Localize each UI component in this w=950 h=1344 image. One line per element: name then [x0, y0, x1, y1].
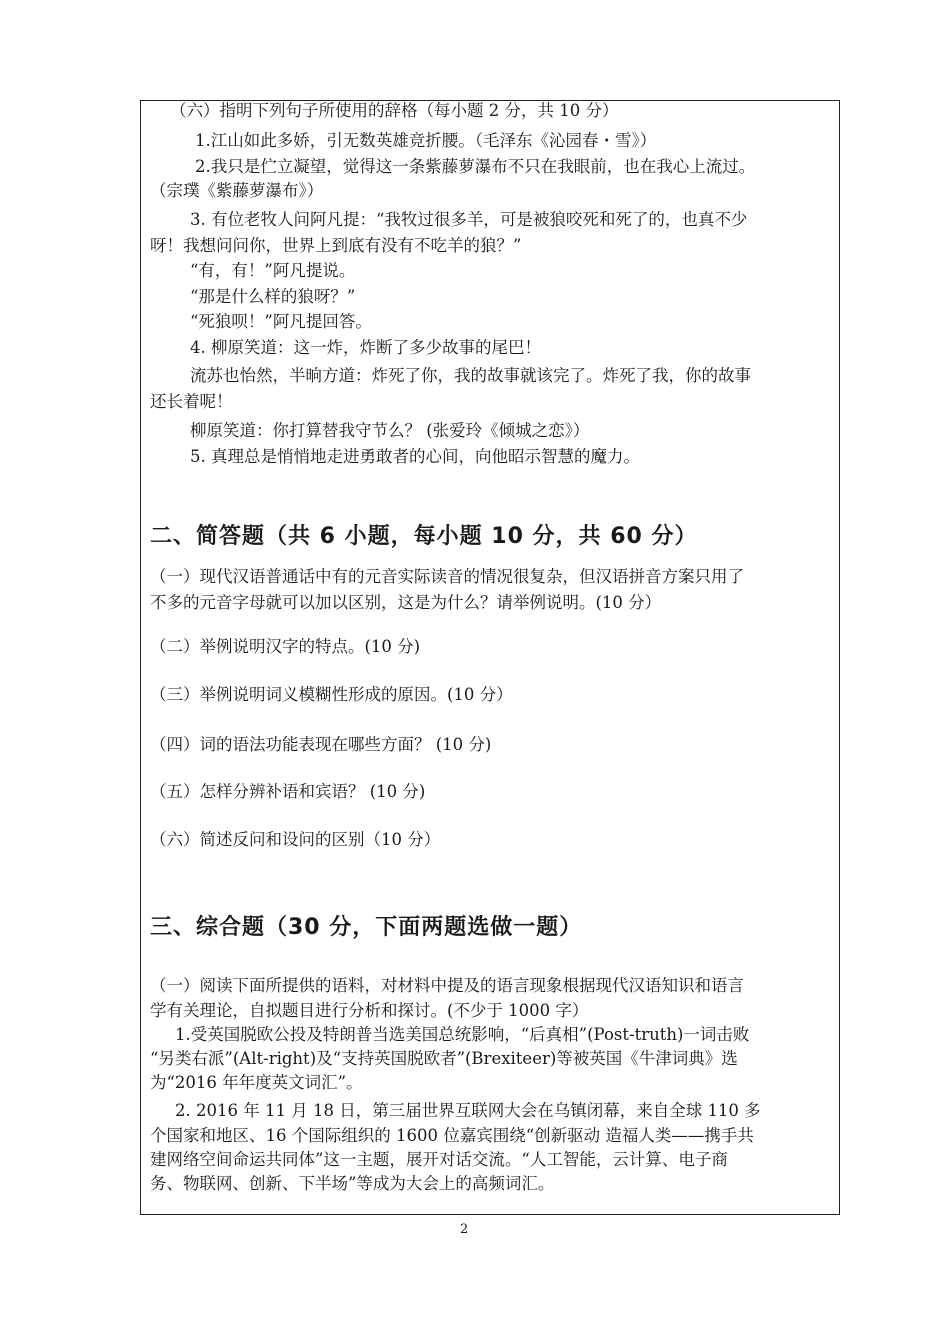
short-answer-q1-line1: （一）现代汉语普通话中有的元音实际读音的情况很复杂，但汉语拼音方案只用了: [150, 567, 744, 586]
rhetoric-item-2-source: （宗璞《紫藤萝瀑布》）: [150, 181, 324, 200]
rhetoric-item-3-dialog-2: “那是什么样的狼呀？”: [190, 287, 356, 306]
short-answer-q5: （五）怎样分辨补语和宾语？ (10 分): [150, 782, 426, 801]
short-answer-heading: 二、简答题（共 6 小题，每小题 10 分，共 60 分）: [150, 524, 698, 549]
rhetoric-item-5: 5. 真理总是悄悄地走进勇敢者的心间，向他昭示智慧的魔力。: [190, 447, 640, 466]
short-answer-q4: （四）词的语法功能表现在哪些方面？ (10 分): [150, 735, 492, 754]
comprehensive-intro-line2: 学有关理论，自拟题目进行分析和探讨。(不少于 1000 字）: [150, 1001, 589, 1020]
rhetoric-item-4-line-3: 还长着呢！: [150, 392, 233, 411]
rhetoric-item-3-cont: 呀！我想问问你，世界上到底有没有不吃羊的狼？”: [150, 236, 522, 255]
rhetoric-item-2: 2.我只是伫立凝望，觉得这一条紫藤萝瀑布不只在我眼前，也在我心上流过。: [195, 157, 756, 176]
comprehensive-material-2-line2: 个国家和地区、16 个国际组织的 1600 位嘉宾围绕“创新驱动 造福人类——携手共: [150, 1126, 754, 1145]
short-answer-q3: （三）举例说明词义模糊性形成的原因。(10 分）: [150, 685, 513, 704]
short-answer-q2: （二）举例说明汉字的特点。(10 分): [150, 637, 421, 656]
comprehensive-material-2-line1: 2. 2016 年 11 月 18 日，第三届世界互联网大会在乌镇闭幕，来自全球 110 多: [175, 1101, 761, 1120]
comprehensive-intro-line1: （一）阅读下面所提供的语料，对材料中提及的语言现象根据现代汉语知识和语言: [150, 976, 744, 995]
comprehensive-material-2-line3: 建网络空间命运共同体”这一主题，展开对话交流。“人工智能，云计算、电子商: [150, 1150, 728, 1169]
comprehensive-material-1-line2: “另类右派”(Alt-right)及“支持英国脱欧者”(Brexiteer)等被英国《牛津词典》选: [150, 1049, 738, 1068]
comprehensive-material-1-line3: 为“2016 年年度英文词汇”。: [150, 1073, 363, 1092]
rhetoric-item-4-line-2: 流苏也怡然，半晌方道：炸死了你，我的故事就该完了。炸死了我，你的故事: [190, 366, 751, 385]
rhetoric-item-3-dialog-1: “有，有！”阿凡提说。: [190, 261, 356, 280]
rhetoric-item-3: 3. 有位老牧人问阿凡提：“我牧过很多羊，可是被狼咬死和死了的，也真不少: [190, 210, 748, 229]
short-answer-q1-line2: 不多的元音字母就可以加以区别，这是为什么？请举例说明。(10 分）: [150, 593, 662, 612]
comprehensive-material-2-line4: 务、物联网、创新、下半场”等成为大会上的高频词汇。: [150, 1174, 555, 1193]
rhetoric-item-1: 1.江山如此多娇，引无数英雄竞折腰。（毛泽东《沁园春・雪》）: [195, 131, 657, 150]
page-number: 2: [460, 1222, 469, 1237]
comprehensive-heading: 三、综合题（30 分，下面两题选做一题）: [150, 915, 583, 940]
short-answer-q6: （六）简述反问和设问的区别（10 分）: [150, 830, 441, 849]
rhetoric-item-3-dialog-3: “死狼呗！”阿凡提回答。: [190, 312, 372, 331]
comprehensive-material-1-line1: 1.受英国脱欧公投及特朗普当选美国总统影响，“后真相”(Post-truth)一词击败: [175, 1025, 750, 1044]
rhetoric-title: （六）指明下列句子所使用的辞格（每小题 2 分，共 10 分）: [170, 101, 619, 120]
rhetoric-item-4: 4. 柳原笑道：这一炸，炸断了多少故事的尾巴！: [190, 338, 541, 357]
rhetoric-item-4-line-4: 柳原笑道：你打算替我守节么？ (张爱玲《倾城之恋》）: [190, 421, 590, 440]
